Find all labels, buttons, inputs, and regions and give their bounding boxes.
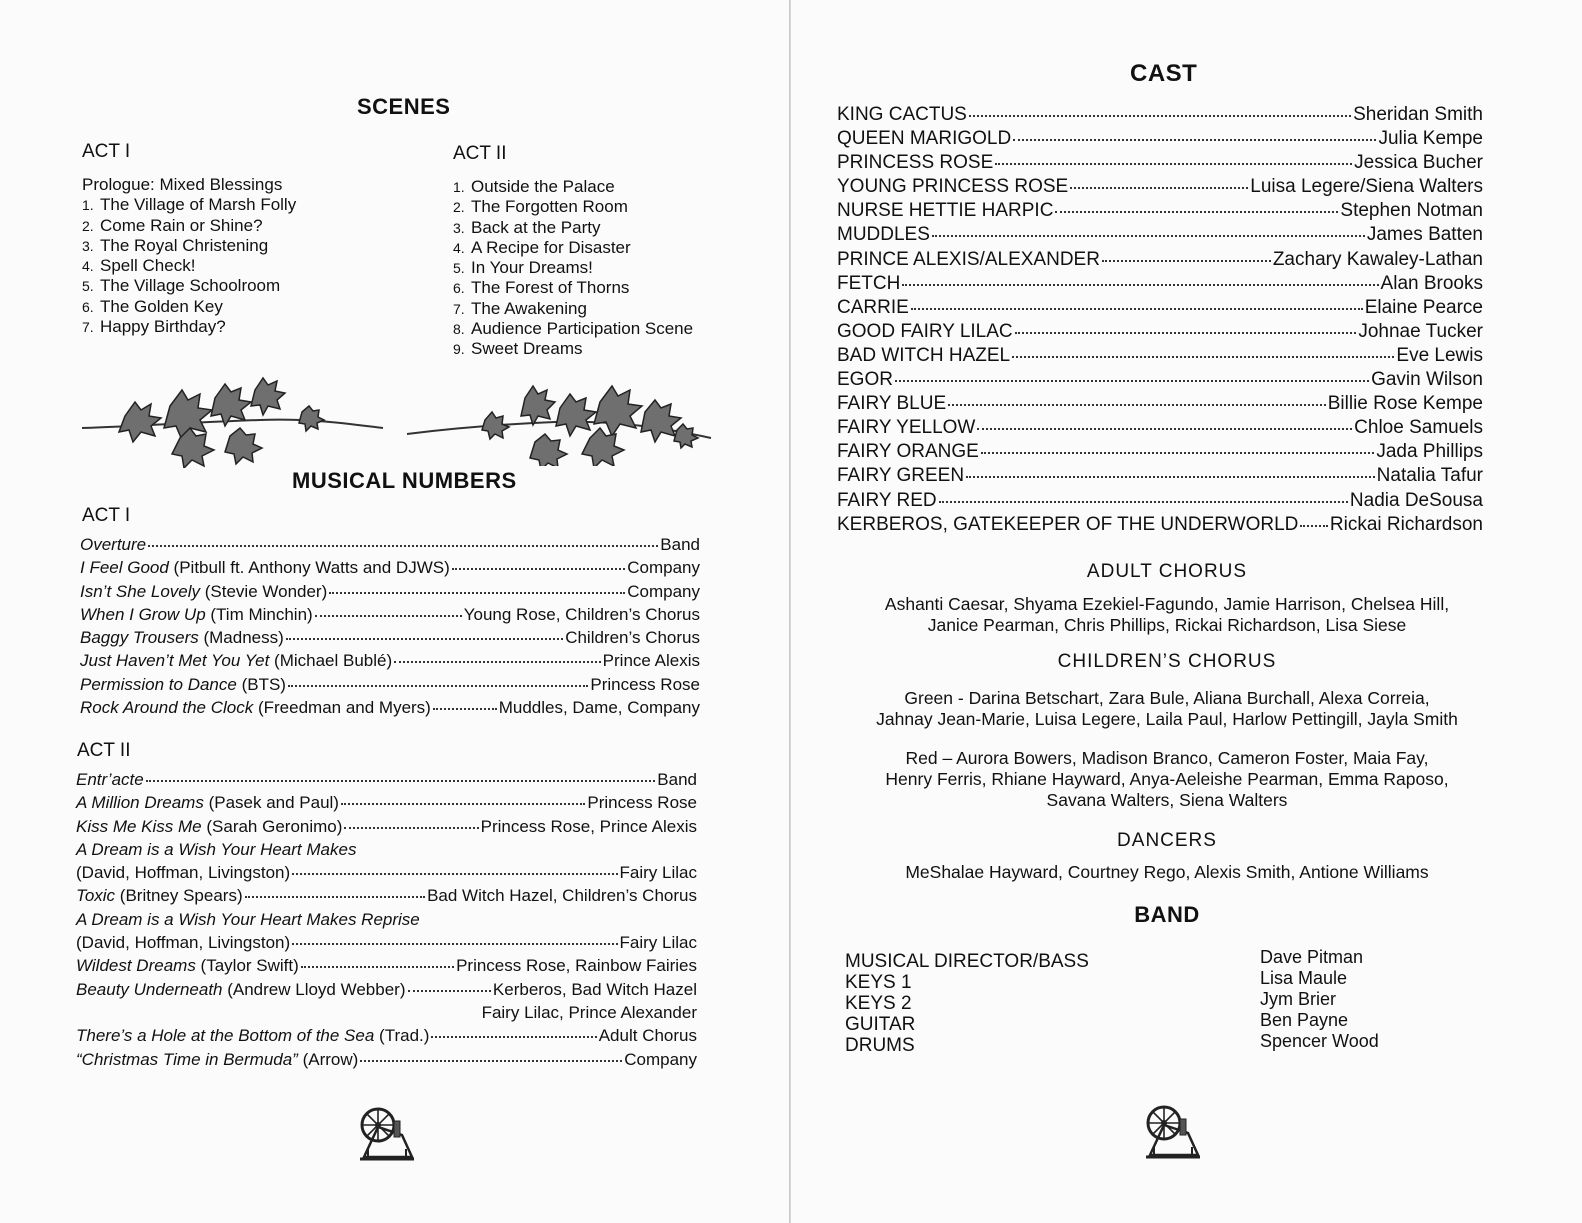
prologue: Prologue: Mixed Blessings [82, 175, 283, 194]
scenes-act2-heading: ACT II [453, 143, 507, 164]
act1-scene-list [82, 175, 296, 337]
table-row: Toxic (Britney Spears) Bad Witch Hazel, Children’s Chorus [76, 886, 697, 906]
list-item: 9. Sweet Dreams [453, 339, 583, 359]
cast-title: CAST [1130, 60, 1198, 87]
table-row: A Million Dreams (Pasek and Paul) Princess Rose [76, 793, 697, 813]
table-row: FAIRY BLUE Billie Rose Kempe [837, 393, 1483, 415]
table-row: EGOR Gavin Wilson [837, 369, 1483, 391]
table-row: YOUNG PRINCESS ROSE Luisa Legere/Siena Walters [837, 176, 1483, 198]
list-item: 5. In Your Dreams! [453, 258, 593, 278]
table-row: Baggy Trousers (Madness) Children’s Chorus [80, 628, 700, 648]
table-row: FETCH Alan Brooks [837, 272, 1483, 294]
table-row: (David, Hoffman, Livingston) Fairy Lilac [76, 863, 697, 883]
musical-act2-heading: ACT II [77, 740, 131, 761]
band-players: Dave Pitman Lisa Maule Jym Brier Ben Payne Spencer Wood [1260, 947, 1379, 1051]
right-page [791, 0, 1582, 1223]
table-row: A Dream is a Wish Your Heart Makes [76, 839, 357, 859]
spinning-wheel-icon [358, 1105, 416, 1163]
musical-act1-list [80, 535, 700, 721]
table-row: MUDDLES James Batten [837, 224, 1483, 246]
table-row: KERBEROS, GATEKEEPER OF THE UNDERWORLD Rickai Richardson [837, 513, 1483, 535]
table-row: Beauty Underneath (Andrew Lloyd Webber) Kerberos, Bad Witch Hazel [76, 979, 697, 999]
list-item: 6. The Forest of Thorns [453, 278, 630, 298]
ivy-vine-icon [405, 380, 713, 466]
childrens-chorus-heading: CHILDREN’S CHORUS [1057, 651, 1277, 672]
left-page [0, 0, 790, 1223]
table-row: QUEEN MARIGOLD Julia Kempe [837, 128, 1483, 150]
ivy-vine-icon [80, 376, 385, 468]
table-row: Isn’t She Lovely (Stevie Wonder) Company [80, 581, 700, 601]
table-row: (David, Hoffman, Livingston) Fairy Lilac [76, 933, 697, 953]
dancers-names: MeShalae Hayward, Courtney Rego, Alexis Smith, Antione Williams [905, 862, 1429, 882]
table-row: Permission to Dance (BTS) Princess Rose [80, 674, 700, 694]
band-heading: BAND [1134, 902, 1200, 927]
table-row: FAIRY RED Nadia DeSousa [837, 489, 1483, 511]
list-item: 7. Happy Birthday? [82, 317, 226, 337]
table-row: PRINCE ALEXIS/ALEXANDER Zachary Kawaley-Lathan [837, 248, 1483, 270]
musical-numbers-title: MUSICAL NUMBERS [292, 468, 517, 493]
list-item: 3. Back at the Party [453, 217, 601, 237]
table-row: Overture Band [80, 535, 700, 554]
table-row: Just Haven’t Met You Yet (Michael Bublé) Prince Alexis [80, 651, 700, 671]
table-row: There’s a Hole at the Bottom of the Sea (Trad.) Adult Chorus [76, 1026, 697, 1046]
cast-list [837, 104, 1483, 538]
musical-act2-list [76, 770, 697, 1073]
table-row: Rock Around the Clock (Freedman and Myers) Muddles, Dame, Company [80, 698, 700, 718]
band-roles: MUSICAL DIRECTOR/BASS KEYS 1 KEYS 2 GUITAR DRUMS [845, 951, 1089, 1056]
table-row: Kiss Me Kiss Me (Sarah Geronimo) Princess Rose, Prince Alexis [76, 816, 697, 836]
table-row: Entr’acte Band [76, 770, 697, 789]
table-row: GOOD FAIRY LILAC Johnae Tucker [837, 320, 1483, 342]
adult-chorus-names: Ashanti Caesar, Shyama Ezekiel-Fagundo, Jamie Harrison, Chelsea Hill, Janice Pearman, Chris Phillips, Rickai Richardson, Lisa Siese [884, 594, 1450, 635]
act2-scene-list [453, 177, 693, 360]
table-row: Wildest Dreams (Taylor Swift) Princess Rose, Rainbow Fairies [76, 956, 697, 976]
scenes-title: SCENES [357, 94, 451, 119]
table-row: FAIRY GREEN Natalia Tafur [837, 465, 1483, 487]
red-group-names: Red – Aurora Bowers, Madison Branco, Cameron Foster, Maia Fay, Henry Ferris, Rhiane Hayward, Anya-Aeleishe Pearman, Emma Raposo, Savana Walters, Siena Walters [885, 748, 1449, 810]
list-item: 7. The Awakening [453, 298, 587, 318]
table-row: Fairy Lilac, Prince Alexander [481, 1002, 697, 1022]
list-item: 2. The Forgotten Room [453, 197, 628, 217]
list-item: 5. The Village Schoolroom [82, 276, 281, 296]
table-row: NURSE HETTIE HARPIC Stephen Notman [837, 200, 1483, 222]
table-row: I Feel Good (Pitbull ft. Anthony Watts and DJWS) Company [80, 558, 700, 578]
table-row: KING CACTUS Sheridan Smith [837, 104, 1483, 125]
list-item: 4. A Recipe for Disaster [453, 237, 631, 257]
table-row: CARRIE Elaine Pearce [837, 296, 1483, 318]
dancers-heading: DANCERS [1117, 830, 1217, 851]
table-row: “Christmas Time in Bermuda” (Arrow) Company [76, 1049, 697, 1069]
table-row: A Dream is a Wish Your Heart Makes Reprise [76, 909, 420, 929]
scenes-act1-heading: ACT I [82, 141, 131, 162]
table-row: FAIRY ORANGE Jada Phillips [837, 441, 1483, 463]
list-item: 1. The Village of Marsh Folly [82, 195, 297, 215]
spinning-wheel-icon [1144, 1103, 1202, 1161]
table-row: PRINCESS ROSE Jessica Bucher [837, 152, 1483, 174]
list-item: 1. Outside the Palace [453, 177, 615, 196]
green-group-names: Green - Darina Betschart, Zara Bule, Aliana Burchall, Alexa Correia, Jahnay Jean-Marie, Luisa Legere, Laila Paul, Harlow Pettingill, Jayla Smith [876, 688, 1458, 729]
adult-chorus-heading: ADULT CHORUS [1086, 561, 1248, 582]
table-row: BAD WITCH HAZEL Eve Lewis [837, 344, 1483, 366]
list-item: 6. The Golden Key [82, 296, 223, 316]
table-row: When I Grow Up (Tim Minchin) Young Rose, Children’s Chorus [80, 604, 700, 624]
list-item: 3. The Royal Christening [82, 235, 269, 255]
list-item: 8. Audience Participation Scene [453, 319, 694, 339]
table-row: FAIRY YELLOW Chloe Samuels [837, 417, 1483, 439]
list-item: 4. Spell Check! [82, 256, 196, 276]
list-item: 2. Come Rain or Shine? [82, 215, 263, 235]
musical-act1-heading: ACT I [82, 505, 131, 526]
